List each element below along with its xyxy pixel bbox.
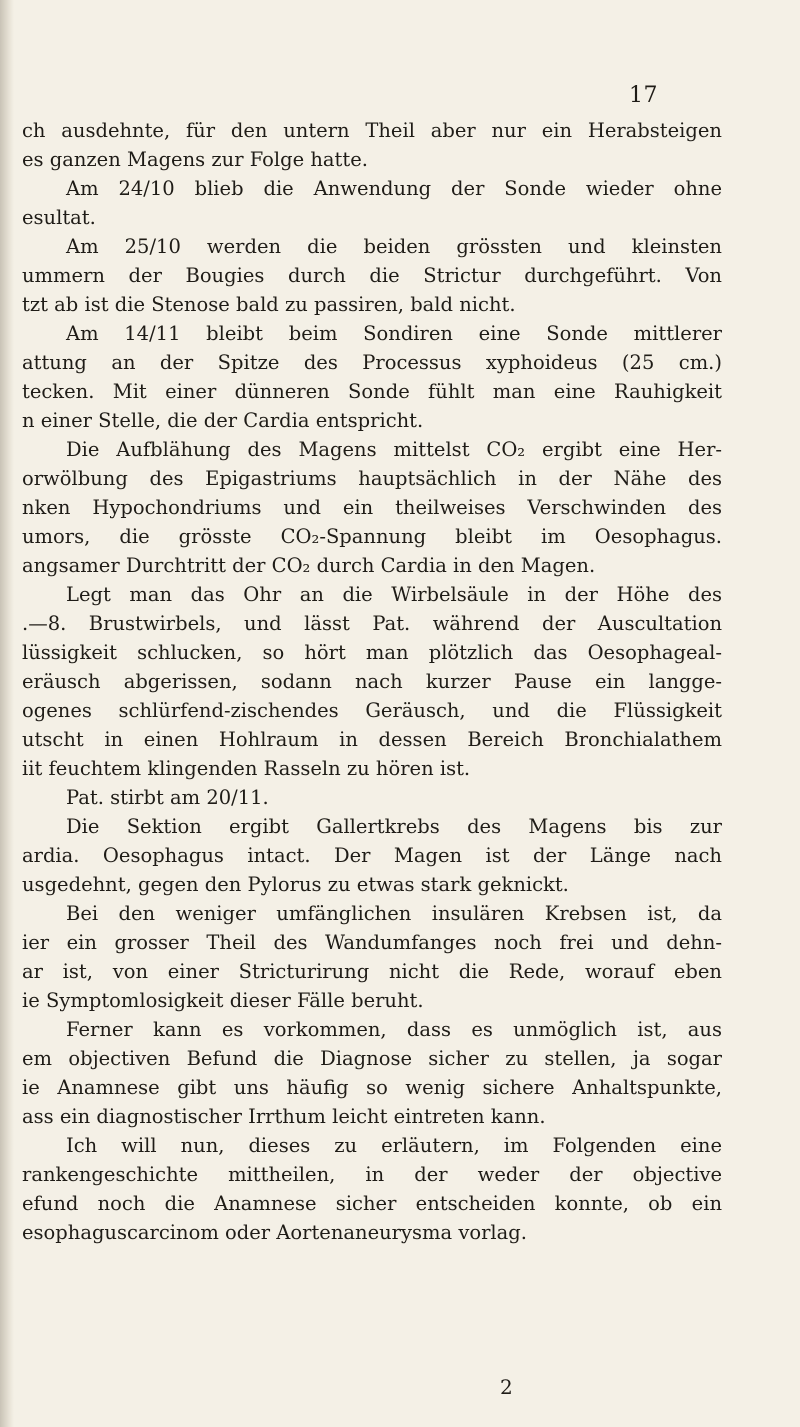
text-line: iit feuchtem klingenden Rasseln zu hören ist. [22, 757, 471, 780]
text-line: utscht in einen Hohlraum in dessen Bereich Bronchialathem [22, 728, 722, 751]
signature-mark: 2 [500, 1375, 513, 1399]
text-line: Am 24/10 blieb die Anwendung der Sonde wieder ohne [66, 177, 722, 200]
text-line: Ich will nun, dieses zu erläutern, im Folgenden eine [66, 1134, 722, 1157]
text-line: orwölbung des Epigastriums hauptsächlich in der Nähe des [22, 467, 722, 490]
text-line: ass ein diagnostischer Irrthum leicht eintreten kann. [22, 1105, 546, 1128]
text-line: em objectiven Befund die Diagnose sicher zu stellen, ja sogar [22, 1047, 722, 1070]
page-number: 17 [629, 83, 658, 108]
text-line: es ganzen Magens zur Folge hatte. [22, 148, 368, 171]
text-line: eräusch abgerissen, sodann nach kurzer Pause ein langge- [22, 670, 722, 693]
text-line: ier ein grosser Theil des Wandumfanges noch frei und dehn- [22, 931, 722, 954]
text-line: angsamer Durchtritt der CO₂ durch Cardia in den Magen. [22, 554, 596, 577]
text-line: ch ausdehnte, für den untern Theil aber nur ein Herabsteigen [22, 119, 722, 142]
text-line: usgedehnt, gegen den Pylorus zu etwas stark geknickt. [22, 873, 569, 896]
text-line: nken Hypochondriums und ein theilweises Verschwinden des [22, 496, 722, 519]
text-line: ummern der Bougies durch die Strictur durchgeführt. Von [22, 264, 722, 287]
text-line: n einer Stelle, die der Cardia entspricht. [22, 409, 424, 432]
text-line: esophaguscarcinom oder Aortenaneurysma vorlag. [22, 1221, 527, 1244]
text-line: efund noch die Anamnese sicher entscheiden konnte, ob ein [22, 1192, 722, 1215]
text-line: tecken. Mit einer dünneren Sonde fühlt man eine Rauhigkeit [22, 380, 722, 403]
text-line: ie Anamnese gibt uns häufig so wenig sichere Anhaltspunkte, [22, 1076, 722, 1099]
text-line: esultat. [22, 206, 96, 229]
text-line: Ferner kann es vorkommen, dass es unmöglich ist, aus [66, 1018, 722, 1041]
text-line: Bei den weniger umfänglichen insulären Krebsen ist, da [66, 902, 722, 925]
text-line: umors, die grösste CO₂-Spannung bleibt im Oesophagus. [22, 525, 722, 548]
text-line: ardia. Oesophagus intact. Der Magen ist der Länge nach [22, 844, 722, 867]
text-line: ogenes schlürfend-zischendes Geräusch, und die Flüssigkeit [22, 699, 722, 722]
text-line: ar ist, von einer Stricturirung nicht die Rede, worauf eben [22, 960, 722, 983]
text-line: ie Symptomlosigkeit dieser Fälle beruht. [22, 989, 424, 1012]
text-line: lüssigkeit schlucken, so hört man plötzlich das Oesophageal- [22, 641, 722, 664]
body-text [22, 116, 722, 1247]
text-line: Die Aufblähung des Magens mittelst CO₂ ergibt eine Her- [66, 438, 722, 461]
text-line: attung an der Spitze des Processus xyphoideus (25 cm.) [22, 351, 722, 374]
text-line: .—8. Brustwirbels, und lässt Pat. während der Auscultation [22, 612, 722, 635]
text-line: Die Sektion ergibt Gallertkrebs des Magens bis zur [66, 815, 722, 838]
text-line: tzt ab ist die Stenose bald zu passiren, bald nicht. [22, 293, 516, 316]
text-line: Legt man das Ohr an die Wirbelsäule in der Höhe des [66, 583, 722, 606]
page-gutter-shadow [0, 0, 14, 1427]
text-line: rankengeschichte mittheilen, in der weder der objective [22, 1163, 722, 1186]
text-line: Pat. stirbt am 20/11. [66, 786, 269, 809]
text-line: Am 25/10 werden die beiden grössten und kleinsten [66, 235, 722, 258]
text-line: Am 14/11 bleibt beim Sondiren eine Sonde mittlerer [66, 322, 722, 345]
